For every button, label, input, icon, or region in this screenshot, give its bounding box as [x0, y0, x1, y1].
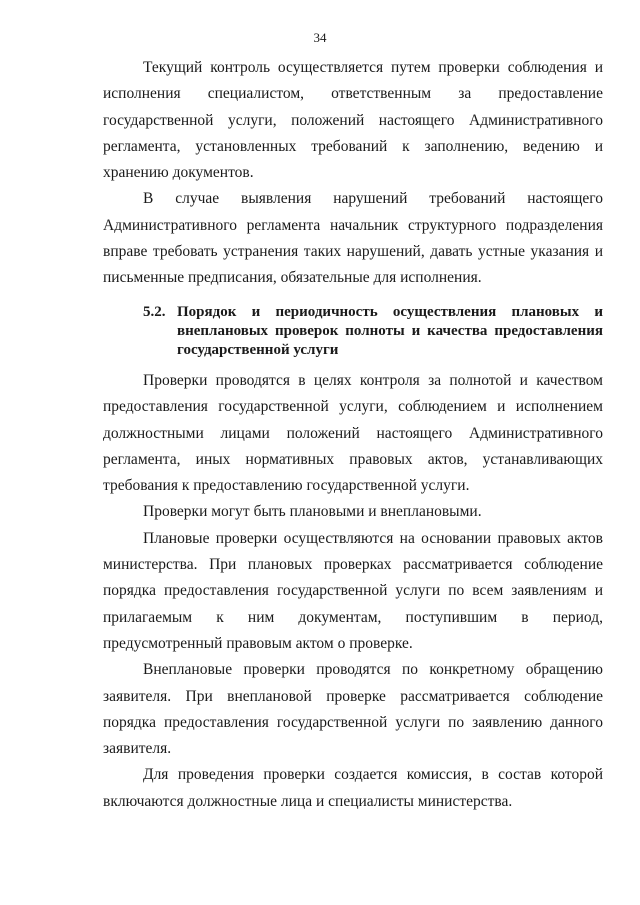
paragraph: Внеплановые проверки проводятся по конкретному обращению заявителя. При внеплановой проверке рассматривается соблюдение порядка предоставления государственной услуги по заявлению данного заявителя. [103, 661, 603, 758]
text-block-inspections [103, 368, 603, 815]
paragraph: Проверки могут быть плановыми и внеплановыми. [143, 503, 482, 521]
section-title: Порядок и периодичность осуществления плановых и внеплановых проверок полноты и качества предоставления государственной услуги [177, 304, 603, 358]
section-heading [143, 303, 603, 360]
section-number: 5.2. [143, 304, 166, 320]
paragraph: Текущий контроль осуществляется путем проверки соблюдения и исполнения специалистом, ответственным за предоставление государственной услуги, положений настоящего Административного регламента, установленных требований к заполнению, ведению и хранению документов. [103, 59, 603, 182]
paragraph: Плановые проверки осуществляются на основании правовых актов министерства. При плановых проверках рассматривается соблюдение порядка предоставления государственной услуги по всем заявлениям и прилагаемым к ним документам, поступившим в период, предусмотренный правовым актом о проверке. [103, 529, 603, 652]
paragraph: Для проведения проверки создается комиссия, в состав которой включаются должностные лица и специалисты министерства. [103, 766, 603, 810]
paragraph: Проверки проводятся в целях контроля за полнотой и качеством предоставления государственной услуги, соблюдением и исполнением должностными лицами положений настоящего Административного регламента, иных нормативных правовых актов, устанавливающих требования к предоставлению государственной услуги. [103, 372, 603, 495]
text-block-current-control [103, 55, 603, 292]
paragraph: В случае выявления нарушений требований настоящего Административного регламента начальник структурного подразделения вправе требовать устранения таких нарушений, давать устные указания и письменные предписания, обязательные для исполнения. [103, 190, 603, 287]
page-number: 34 [313, 30, 327, 45]
